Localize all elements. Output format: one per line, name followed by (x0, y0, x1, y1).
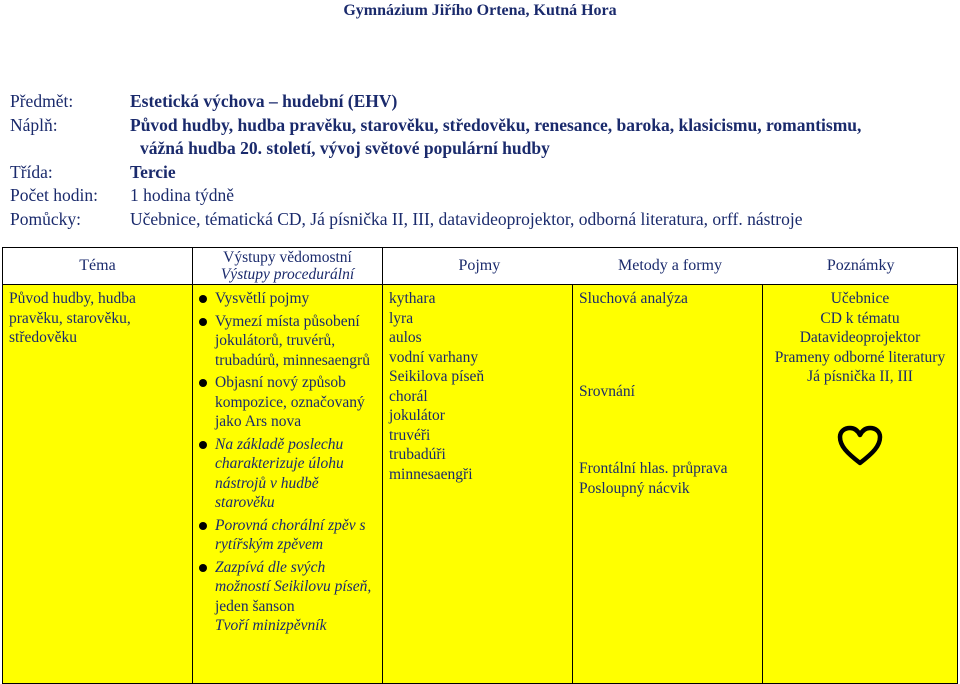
term-item: kythara (389, 290, 436, 307)
aids-value: Učebnice, tématická CD, Já písnička II, III, datavideoprojektor, odborná literatura, orff. nástroje (130, 208, 803, 229)
header-right-group (383, 248, 958, 285)
hours-label: Počet hodin: (10, 185, 98, 205)
method-item: Sluchová analýza (579, 290, 688, 307)
hours-row (10, 184, 955, 208)
header-topic: Téma (3, 248, 193, 285)
method-item: Srovnání (579, 382, 635, 400)
terms-cell (383, 285, 573, 684)
note-item: CD k tématu (820, 309, 900, 327)
note-item: Já písnička II, III (807, 368, 913, 385)
method-item: Posloupný nácvik (579, 479, 690, 497)
class-value: Tercie (130, 161, 176, 182)
term-item: lyra (389, 309, 414, 327)
methods-list (579, 289, 756, 498)
notes-cell (763, 285, 958, 684)
school-title: Gymnázium Jiřího Ortena, Kutná Hora (343, 2, 617, 19)
subject-value: Estetická výchova – hudební (EHV) (130, 91, 398, 111)
term-item: trubadúři (389, 446, 446, 463)
header-terms: Pojmy (458, 257, 501, 275)
output-item-extra: Tvoří minizpěvník (215, 617, 327, 634)
notes-list (769, 289, 951, 387)
term-item: truvéři (389, 426, 431, 444)
note-item: Učebnice (830, 290, 890, 307)
outputs-list (197, 289, 380, 636)
term-item: Seikilova píseň (389, 368, 485, 385)
class-label: Třída: (10, 161, 53, 182)
output-item: Vymezí místa působení jokulátorů, truvérů, trubadúrů, minnesaengrů (197, 312, 380, 371)
header-outputs-procedural: Výstupy procedurální (220, 266, 355, 283)
heart-outline-icon (837, 425, 883, 467)
subject-label: Předmět: (10, 91, 74, 111)
table-header-row (3, 248, 958, 285)
content-value-line1: Původ hudby, hudba pravěku, starověku, středověku, renesance, baroka, klasicismu, romantismu, (130, 114, 862, 135)
term-item: jokulátor (389, 407, 445, 424)
topic-cell: Původ hudby, hudba pravěku, starověku, středověku (3, 285, 193, 684)
note-item: Datavideoprojektor (799, 329, 921, 346)
output-item: Vysvětlí pojmy (197, 289, 380, 309)
header-outputs-knowledge: Výstupy vědomostní (223, 249, 352, 266)
output-item (197, 558, 380, 636)
header-methods: Metody a formy (618, 257, 722, 275)
term-item: vodní varhany (389, 348, 479, 366)
subject-row (10, 90, 955, 114)
output-item: Na základě poslechu charakterizuje úlohu nástrojů v hudbě starověku (197, 435, 380, 513)
method-item: Frontální hlas. průprava (579, 460, 728, 477)
term-item: aulos (389, 329, 422, 346)
content-label: Náplň: (10, 114, 58, 135)
methods-cell (573, 285, 763, 684)
outputs-cell (193, 285, 383, 684)
output-item: Porovná chorální zpěv s rytířským zpěvem (197, 516, 380, 555)
output-item: Objasní nový způsob kompozice, označovaný jako Ars nova (197, 373, 380, 432)
aids-label: Pomůcky: (10, 208, 81, 229)
output-item-tail: jeden šanson (215, 597, 295, 615)
term-item: minnesaengři (389, 465, 473, 483)
header-outputs (193, 248, 383, 285)
course-meta (10, 90, 955, 231)
class-row (10, 161, 955, 185)
curriculum-table (2, 247, 958, 684)
terms-list (389, 289, 566, 484)
output-item-italic: Zazpívá dle svých možností Seikilovu píseň, (215, 558, 372, 595)
note-item: Prameny odborné literatury (774, 348, 946, 366)
table-row (3, 285, 958, 684)
content-row (10, 114, 955, 138)
aids-row (10, 208, 955, 232)
header-notes: Poznámky (826, 257, 895, 275)
term-item: chorál (389, 387, 428, 405)
hours-value: 1 hodina týdně (130, 185, 235, 205)
content-value-line2: vážná hudba 20. století, vývoj světové populární hudby (140, 138, 550, 158)
